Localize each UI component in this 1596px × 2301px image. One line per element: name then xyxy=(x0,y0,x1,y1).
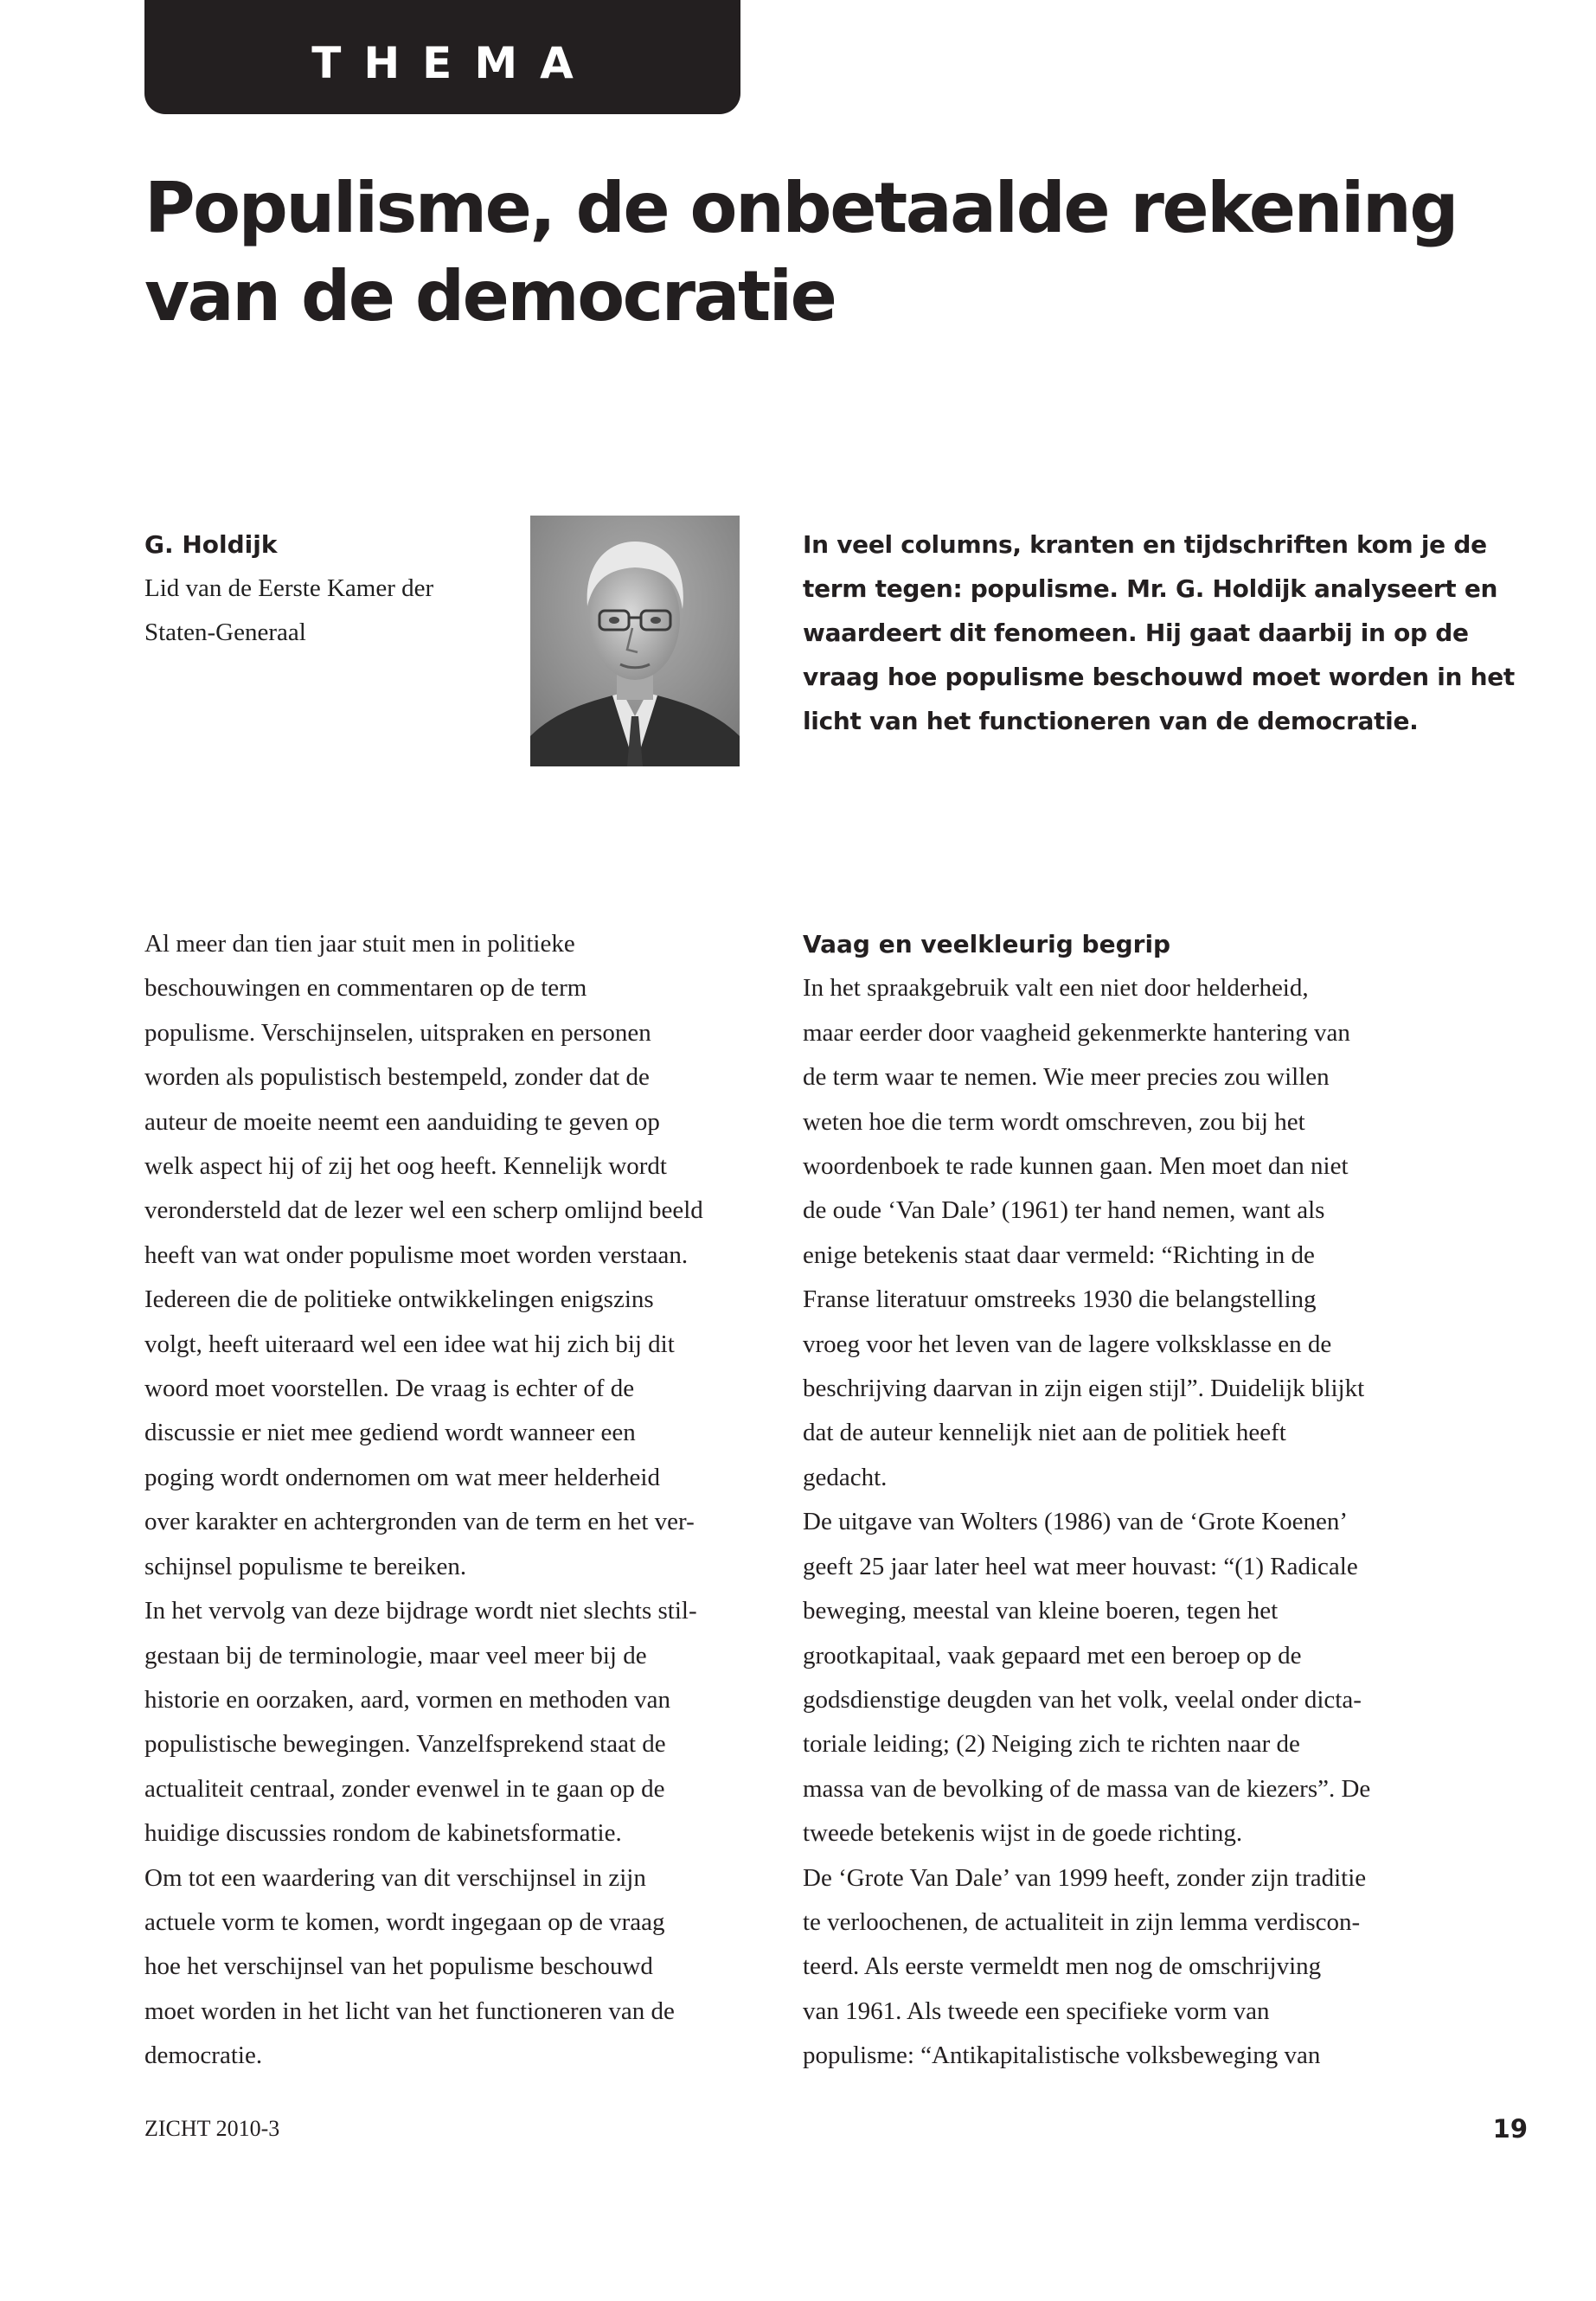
body-line: weten hoe die term wordt omschreven, zou bij het xyxy=(803,1107,1305,1136)
body-line: poging wordt ondernomen om wat meer helderheid xyxy=(144,1463,660,1491)
body-line: In het spraakgebruik valt een niet door helderheid, xyxy=(803,974,1309,1003)
body-line: hoe het verschijnsel van het populisme beschouwd xyxy=(144,1952,653,1981)
body-line: actualiteit centraal, zonder evenwel in te gaan op de xyxy=(144,1774,665,1803)
body-line: gestaan bij de terminologie, maar veel meer bij de xyxy=(144,1641,647,1670)
body-line: vroeg voor het leven van de lagere volksklasse en de xyxy=(803,1330,1332,1358)
author-portrait xyxy=(530,516,740,766)
intro-line: vraag hoe populisme beschouwd moet worden in het xyxy=(803,663,1515,691)
body-line: historie en oorzaken, aard, vormen en methoden van xyxy=(144,1685,670,1714)
body-line: teerd. Als eerste vermeldt men nog de omschrijving xyxy=(803,1952,1322,1981)
body-line: gedacht. xyxy=(803,1463,888,1491)
article-title: Populisme, de onbetaalde rekening van de democratie xyxy=(144,168,1458,336)
intro-line: In veel columns, kranten en tijdschriften kom je de xyxy=(803,530,1487,559)
body-line: de term waar te nemen. Wie meer precies zou willen xyxy=(803,1063,1330,1092)
body-line: In het vervolg van deze bijdrage wordt niet slechts stil- xyxy=(144,1597,697,1625)
body-line: actuele vorm te komen, wordt ingegaan op de vraag xyxy=(144,1907,665,1936)
body-line: Al meer dan tien jaar stuit men in politieke xyxy=(144,930,575,958)
body-line: te verloochenen, de actualiteit in zijn lemma verdiscon- xyxy=(803,1907,1361,1936)
body-line: democratie. xyxy=(144,2041,263,2070)
body-line: heeft van wat onder populisme moet worden verstaan. xyxy=(144,1240,689,1269)
author-name: G. Holdijk xyxy=(144,530,278,559)
intro-line: waardeert dit fenomeen. Hij gaat daarbij in op de xyxy=(803,619,1469,647)
body-line: enige betekenis staat daar vermeld: “Richting in de xyxy=(803,1240,1315,1269)
body-line: woordenboek te rade kunnen gaan. Men moet dan niet xyxy=(803,1152,1349,1181)
author-role-line: Lid van de Eerste Kamer der xyxy=(144,574,434,602)
body-line: over karakter en achtergronden van de term en het ver- xyxy=(144,1508,695,1536)
body-line: populisme: “Antikapitalistische volksbeweging van xyxy=(803,2041,1321,2070)
body-line: beschrijving daarvan in zijn eigen stijl”. Duidelijk blijkt xyxy=(803,1375,1365,1403)
page-number: 19 xyxy=(1492,2114,1528,2144)
body-line: discussie er niet mee gediend wordt wanneer een xyxy=(144,1419,636,1447)
body-line: geeft 25 jaar later heel wat meer houvast: “(1) Radicale xyxy=(803,1552,1358,1580)
body-line: godsdienstige deugden van het volk, veelal onder dicta- xyxy=(803,1685,1362,1714)
body-line: Iedereen die de politieke ontwikkelingen enigszins xyxy=(144,1285,654,1314)
author-block xyxy=(144,522,508,655)
section-label: THEMA xyxy=(311,38,596,88)
body-line: grootkapitaal, vaak gepaard met een beroep op de xyxy=(803,1641,1302,1670)
body-line: tweede betekenis wijst in de goede richting. xyxy=(803,1819,1243,1848)
body-column-right xyxy=(803,922,1460,2079)
body-line: verondersteld dat de lezer wel een scherp omlijnd beeld xyxy=(144,1196,703,1225)
body-line: van 1961. Als tweede een specifieke vorm van xyxy=(803,1997,1270,2025)
body-line: Om tot een waardering van dit verschijnsel in zijn xyxy=(144,1863,646,1892)
body-line: populistische bewegingen. Vanzelfsprekend staat de xyxy=(144,1730,666,1759)
body-line: dat de auteur kennelijk niet aan de politiek heeft xyxy=(803,1419,1286,1447)
intro-line: term tegen: populisme. Mr. G. Holdijk analyseert en xyxy=(803,574,1498,603)
body-column-left xyxy=(144,922,802,2079)
body-line: de oude ‘Van Dale’ (1961) ter hand nemen, want als xyxy=(803,1196,1325,1225)
author-role-line: Staten-Generaal xyxy=(144,619,306,646)
section-tab xyxy=(144,0,740,114)
body-line: Franse literatuur omstreeks 1930 die belangstelling xyxy=(803,1285,1317,1314)
body-line: De uitgave van Wolters (1986) van de ‘Grote Koenen’ xyxy=(803,1508,1349,1536)
body-line: schijnsel populisme te bereiken. xyxy=(144,1552,467,1580)
body-line: moet worden in het licht van het functioneren van de xyxy=(144,1997,675,2025)
body-line: massa van de bevolking of de massa van de kiezers”. De xyxy=(803,1774,1371,1803)
body-line: toriale leiding; (2) Neiging zich te richten naar de xyxy=(803,1730,1300,1759)
section-heading: Vaag en veelkleurig begrip xyxy=(803,930,1171,958)
body-line: populisme. Verschijnselen, uitspraken en personen xyxy=(144,1018,651,1047)
body-line: beschouwingen en commentaren op de term xyxy=(144,974,587,1003)
article-intro xyxy=(803,522,1521,743)
body-line: maar eerder door vaagheid gekenmerkte hantering van xyxy=(803,1018,1350,1047)
body-line: beweging, meestal van kleine boeren, tegen het xyxy=(803,1597,1279,1625)
intro-line: licht van het functioneren van de democratie. xyxy=(803,707,1419,735)
body-line: De ‘Grote Van Dale’ van 1999 heeft, zonder zijn traditie xyxy=(803,1863,1367,1892)
body-line: welk aspect hij of zij het oog heeft. Kennelijk wordt xyxy=(144,1152,667,1181)
author-portrait-image xyxy=(530,516,740,766)
body-line: woord moet voorstellen. De vraag is echter of de xyxy=(144,1375,635,1403)
body-line: worden als populistisch bestempeld, zonder dat de xyxy=(144,1063,650,1092)
body-line: huidige discussies rondom de kabinetsformatie. xyxy=(144,1819,622,1848)
body-line: auteur de moeite neemt een aanduiding te geven op xyxy=(144,1107,660,1136)
body-line: volgt, heeft uiteraard wel een idee wat hij zich bij dit xyxy=(144,1330,675,1358)
publication-footer: ZICHT 2010-3 xyxy=(144,2116,280,2141)
